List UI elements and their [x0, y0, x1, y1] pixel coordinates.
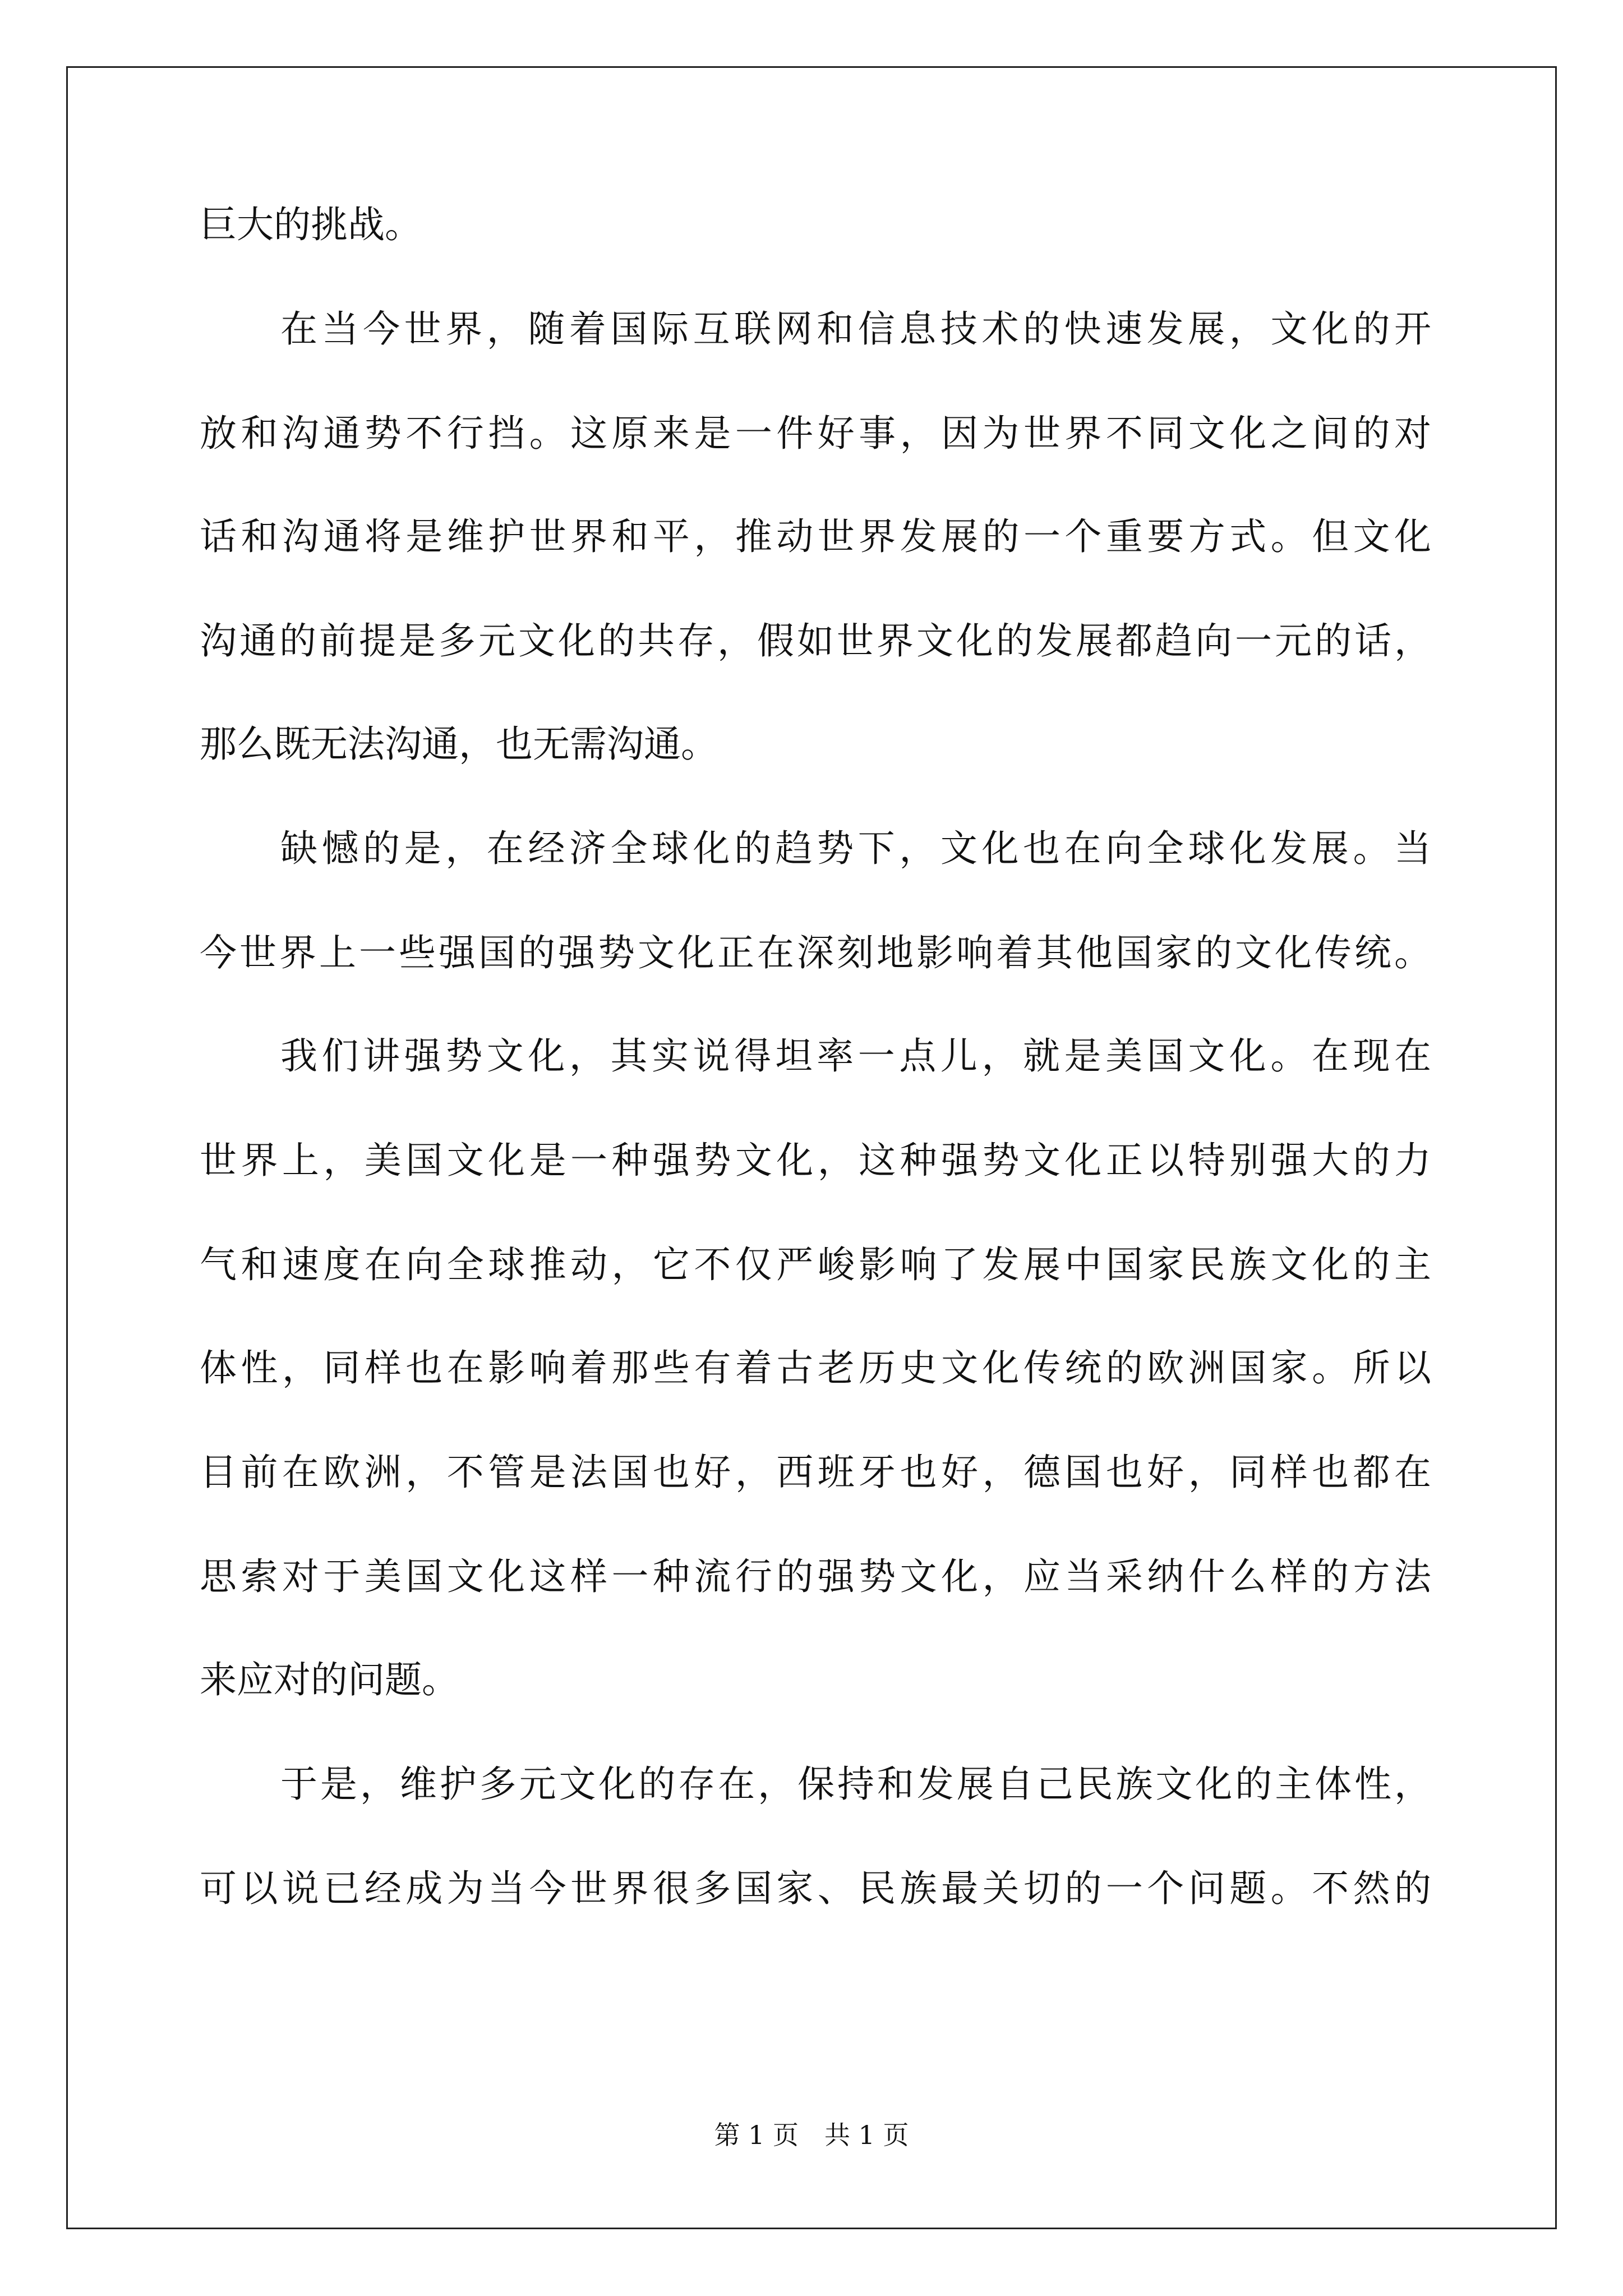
text-line: 世界上，美国文化是一种强势文化，这种强势文化正以特别强大的力	[200, 1139, 1431, 1182]
text-line: 我们讲强势文化，其实说得坦率一点儿，就是美国文化。在现在	[280, 1034, 1431, 1078]
text-line: 沟通的前提是多元文化的共存，假如世界文化的发展都趋向一元的话，	[200, 619, 1431, 662]
text-line: 可以说已经成为当今世界很多国家、民族最关切的一个问题。不然的	[200, 1867, 1431, 1910]
text-line: 气和速度在向全球推动，它不仅严峻影响了发展中国家民族文化的主	[200, 1243, 1431, 1286]
text-line: 今世界上一些强国的强势文化正在深刻地影响着其他国家的文化传统。	[200, 931, 1431, 974]
page-footer: 第 1 页 共 1 页	[714, 2120, 909, 2150]
text-line: 思索对于美国文化这样一种流行的强势文化，应当采纳什么样的方法	[200, 1555, 1431, 1598]
text-line: 话和沟通将是维护世界和平，推动世界发展的一个重要方式。但文化	[200, 515, 1431, 558]
text-line: 来应对的问题。	[200, 1658, 459, 1701]
text-line: 缺憾的是，在经济全球化的趋势下，文化也在向全球化发展。当	[280, 827, 1431, 870]
text-line: 那么既无法沟通，也无需沟通。	[200, 723, 718, 766]
text-line: 目前在欧洲，不管是法国也好，西班牙也好，德国也好，同样也都在	[200, 1451, 1431, 1494]
text-line: 放和沟通势不行挡。这原来是一件好事，因为世界不同文化之间的对	[200, 412, 1431, 455]
text-line: 巨大的挑战。	[200, 203, 422, 246]
text-line: 于是，维护多元文化的存在，保持和发展自己民族文化的主体性，	[280, 1763, 1431, 1806]
text-line: 体性，同样也在影响着那些有着古老历史文化传统的欧洲国家。所以	[200, 1346, 1431, 1389]
text-line: 在当今世界，随着国际互联网和信息技术的快速发展，文化的开	[280, 307, 1431, 351]
